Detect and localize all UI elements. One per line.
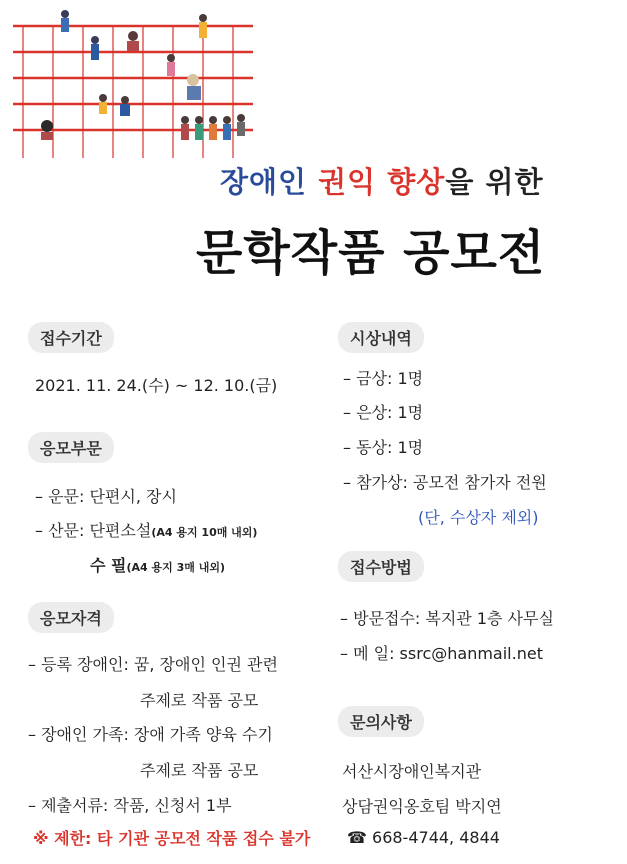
subtitle-part1: 장애인 [220,165,308,199]
category-essay-note: (A4 용지 3매 내외) [126,561,225,574]
eligibility-disabled: – 등록 장애인: 꿈, 장애인 인권 관련 [28,655,278,674]
contact-label: 문의사항 [338,706,424,737]
submission-visit: – 방문접수: 복지관 1층 사무실 [340,609,554,628]
hero-illustration [13,8,261,158]
subtitle-part3: 향상 [387,165,446,199]
subtitle [220,160,543,201]
category-prose [35,518,257,541]
page-title: 문학작품 공모전 [196,225,546,281]
subtitle-part4: 을 위한 [445,165,544,199]
category-verse: – 운문: 단편시, 장시 [35,487,177,506]
submission-email: – 메 일: ssrc@hanmail.net [340,644,543,663]
submission-label: 접수방법 [338,551,424,582]
subtitle-part2: 권익 [318,165,377,199]
eligibility-documents: – 제출서류: 작품, 신청서 1부 [28,796,232,815]
eligibility-label: 응모자격 [28,602,114,633]
eligibility-restriction: ※ 제한: 타 기관 공모전 작품 접수 불가 [33,829,311,848]
category-essay [90,553,225,576]
awards-label: 시상내역 [338,322,424,353]
awards-note: (단, 수상자 제외) [418,508,539,527]
category-essay-text: 수 필 [90,556,127,575]
eligibility-family: – 장애인 가족: 장애 가족 양육 수기 [28,725,273,744]
category-prose-note: (A4 용지 10매 내외) [151,526,258,539]
awards-gold: – 금상: 1명 [343,369,424,388]
eligibility-family-cont: 주제로 작품 공모 [140,761,259,780]
period-label: 접수기간 [28,322,114,353]
period-value: 2021. 11. 24.(수) ~ 12. 10.(금) [35,376,278,395]
contact-team: 상담권익옹호팀 박지연 [342,797,502,816]
contact-org: 서산시장애인복지관 [342,762,482,781]
category-label: 응모부문 [28,432,114,463]
awards-bronze: – 동상: 1명 [343,438,424,457]
contact-phone: ☎ 668-4744, 4844 [347,828,500,847]
awards-participation: – 참가상: 공모전 참가자 전원 [343,473,547,492]
eligibility-disabled-cont: 주제로 작품 공모 [140,691,259,710]
category-prose-text: – 산문: 단편소설 [35,521,152,540]
awards-silver: – 은상: 1명 [343,403,424,422]
